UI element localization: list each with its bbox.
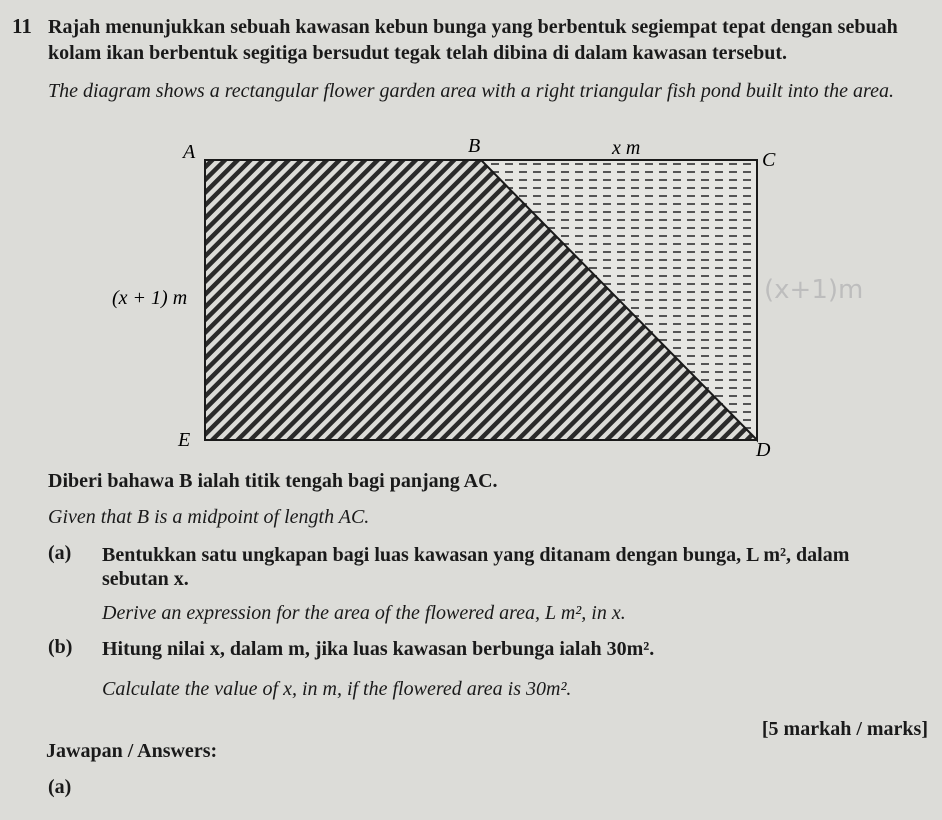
answer-a-label: (a) (48, 776, 72, 798)
top-length-label: x m (612, 137, 641, 159)
part-b-english: Calculate the value of x, in m, if the flowered area is 30m². (102, 678, 572, 700)
label-D: D (756, 439, 771, 461)
part-a-english: Derive an expression for the area of the flowered area, L m², in x. (102, 602, 626, 624)
intro-malay: Rajah menunjukkan sebuah kawasan kebun bunga yang berbentuk segiempat tepat dengan sebuah kolam ikan berbentuk segitiga bersudut tegak telah dibina di dalam kawasan tersebut. (48, 16, 898, 64)
given-english: Given that B is a midpoint of length AC. (48, 506, 370, 528)
label-C: C (762, 149, 776, 171)
part-a-label: (a) (48, 542, 72, 564)
marks-label: [5 markah / marks] (761, 718, 928, 740)
label-A: A (183, 141, 196, 163)
handwritten-height-label: (x+1)m (764, 275, 864, 305)
part-b-label: (b) (48, 636, 73, 658)
part-a-malay-line2: sebutan x. (102, 568, 189, 590)
intro-english: The diagram shows a rectangular flower garden area with a right triangular fish pond built into the area. (48, 80, 894, 102)
given-malay: Diberi bahawa B ialah titik tengah bagi panjang AC. (48, 470, 498, 492)
part-b-malay: Hitung nilai x, dalam m, jika luas kawasan berbunga ialah 30m². (102, 638, 655, 660)
label-B: B (468, 135, 481, 157)
part-a-malay-line1: Bentukkan satu ungkapan bagi luas kawasan yang ditanam dengan bunga, L m², dalam (102, 544, 850, 566)
left-height-label: (x + 1) m (112, 287, 188, 309)
label-E: E (178, 429, 191, 451)
answers-label: Jawapan / Answers: (46, 740, 218, 762)
question-number: 11 (12, 14, 32, 38)
